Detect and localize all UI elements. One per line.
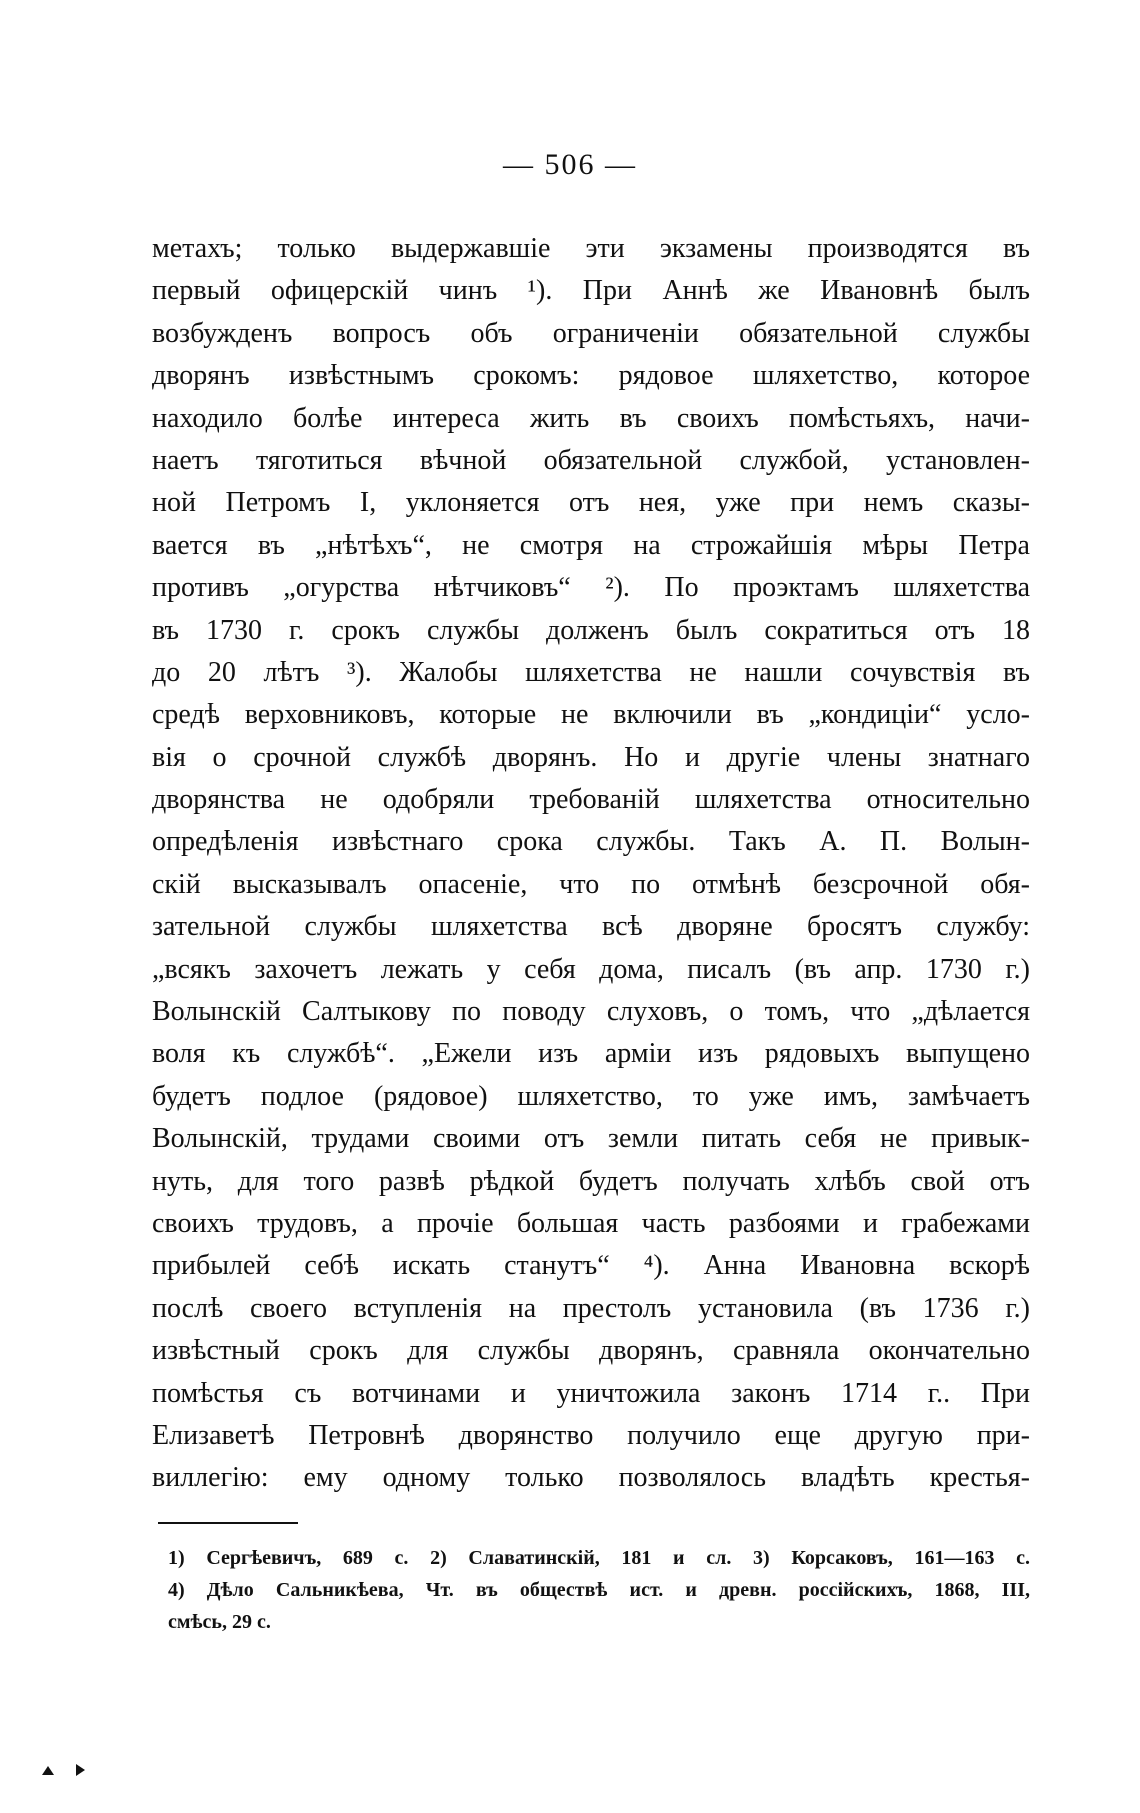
text-line: метахъ; только выдержавшіе эти экзамены производятся въ [152,233,1030,264]
text-line: дворянства не одобряли требованій шляхетства относительно [152,784,1030,816]
text-line: своихъ трудовъ, а прочіе большая часть разбоями и грабежами [152,1207,1030,1239]
text-line: извѣстный срокъ для службы дворянъ, сравняла окончательно [152,1335,1030,1367]
scan-corner-marks [42,1762,102,1782]
page-number: — 506 — [503,148,637,181]
text-line: воля къ службѣ“. „Ежели изъ арміи изъ рядовыхъ выпущено [152,1038,1030,1070]
text-line: послѣ своего вступленія на престолъ установила (въ 1736 г.) [152,1292,1030,1324]
text-line: дворянъ извѣстнымъ срокомъ: рядовое шляхетство, которое [152,360,1030,392]
text-line: прибылей себѣ искать станутъ“ ⁴). Анна Ивановна вскорѣ [152,1250,1030,1282]
footnote-line: 1) Сергѣевичъ, 689 с. 2) Славатинскій, 181 и сл. 3) Корсаковъ, 161—163 с. [168,1547,1030,1569]
footnotes [168,1542,1030,1638]
text-line: средѣ верховниковъ, которые не включили въ „кондиціи“ усло- [152,699,1030,731]
text-line: скій высказывалъ опасеніе, что по отмѣнѣ безсрочной обя- [152,868,1030,900]
text-line: Елизаветѣ Петровнѣ дворянство получило еще другую при- [152,1419,1030,1451]
text-line: помѣстья съ вотчинами и уничтожила законъ 1714 г.. При [152,1377,1030,1409]
footnote-divider [158,1522,298,1524]
scan-mark-icon [42,1766,54,1775]
text-line: опредѣленія извѣстнаго срока службы. Такъ А. П. Волын- [152,826,1030,858]
text-line: ной Петромъ I, уклоняется отъ нея, уже при немъ сказы- [152,487,1030,519]
footnote-line: 4) Дѣло Сальникѣева, Чт. въ обществѣ ист. и древн. россійскихъ, 1868, III, [168,1579,1030,1601]
text-line: возбужденъ вопросъ объ ограниченіи обязательной службы [152,317,1030,349]
text-line: виллегію: ему одному только позволялось владѣть крестья- [152,1462,1030,1494]
text-line: нуть, для того развѣ рѣдкой будетъ получать хлѣбъ свой отъ [152,1165,1030,1197]
body-text [152,228,1030,1500]
text-line: до 20 лѣтъ ³). Жалобы шляхетства не нашли сочувствія въ [152,656,1030,688]
text-line: въ 1730 г. срокъ службы долженъ былъ сократиться отъ 18 [152,614,1030,646]
text-line: „всякъ захочетъ лежать у себя дома, писалъ (въ апр. 1730 г.) [152,953,1030,985]
text-line: противъ „огурства нѣтчиковъ“ ²). По проэктамъ шляхетства [152,572,1030,604]
text-line: вія о срочной службѣ дворянъ. Но и другіе члены знатнаго [152,741,1030,773]
text-line: вается въ „нѣтѣхъ“, не смотря на строжайшія мѣры Петра [152,529,1030,561]
footnote-line: смѣсь, 29 с. [168,1611,271,1633]
text-line: Волынскій Салтыкову по поводу слуховъ, о томъ, что „дѣлается [152,996,1030,1028]
text-line: Волынскій, трудами своими отъ земли питать себя не привык- [152,1123,1030,1155]
text-line: первый офицерскій чинъ ¹). При Аннѣ же Ивановнѣ былъ [152,275,1030,307]
text-line: зательной службы шляхетства всѣ дворяне бросятъ службу: [152,911,1030,943]
text-line: будетъ подлое (рядовое) шляхетство, то уже имъ, замѣчаетъ [152,1080,1030,1112]
text-line: наетъ тяготиться вѣчной обязательной службой, установлен- [152,444,1030,476]
scan-mark-icon [76,1764,85,1776]
text-line: находило болѣе интереса жить въ своихъ помѣстьяхъ, начи- [152,402,1030,434]
